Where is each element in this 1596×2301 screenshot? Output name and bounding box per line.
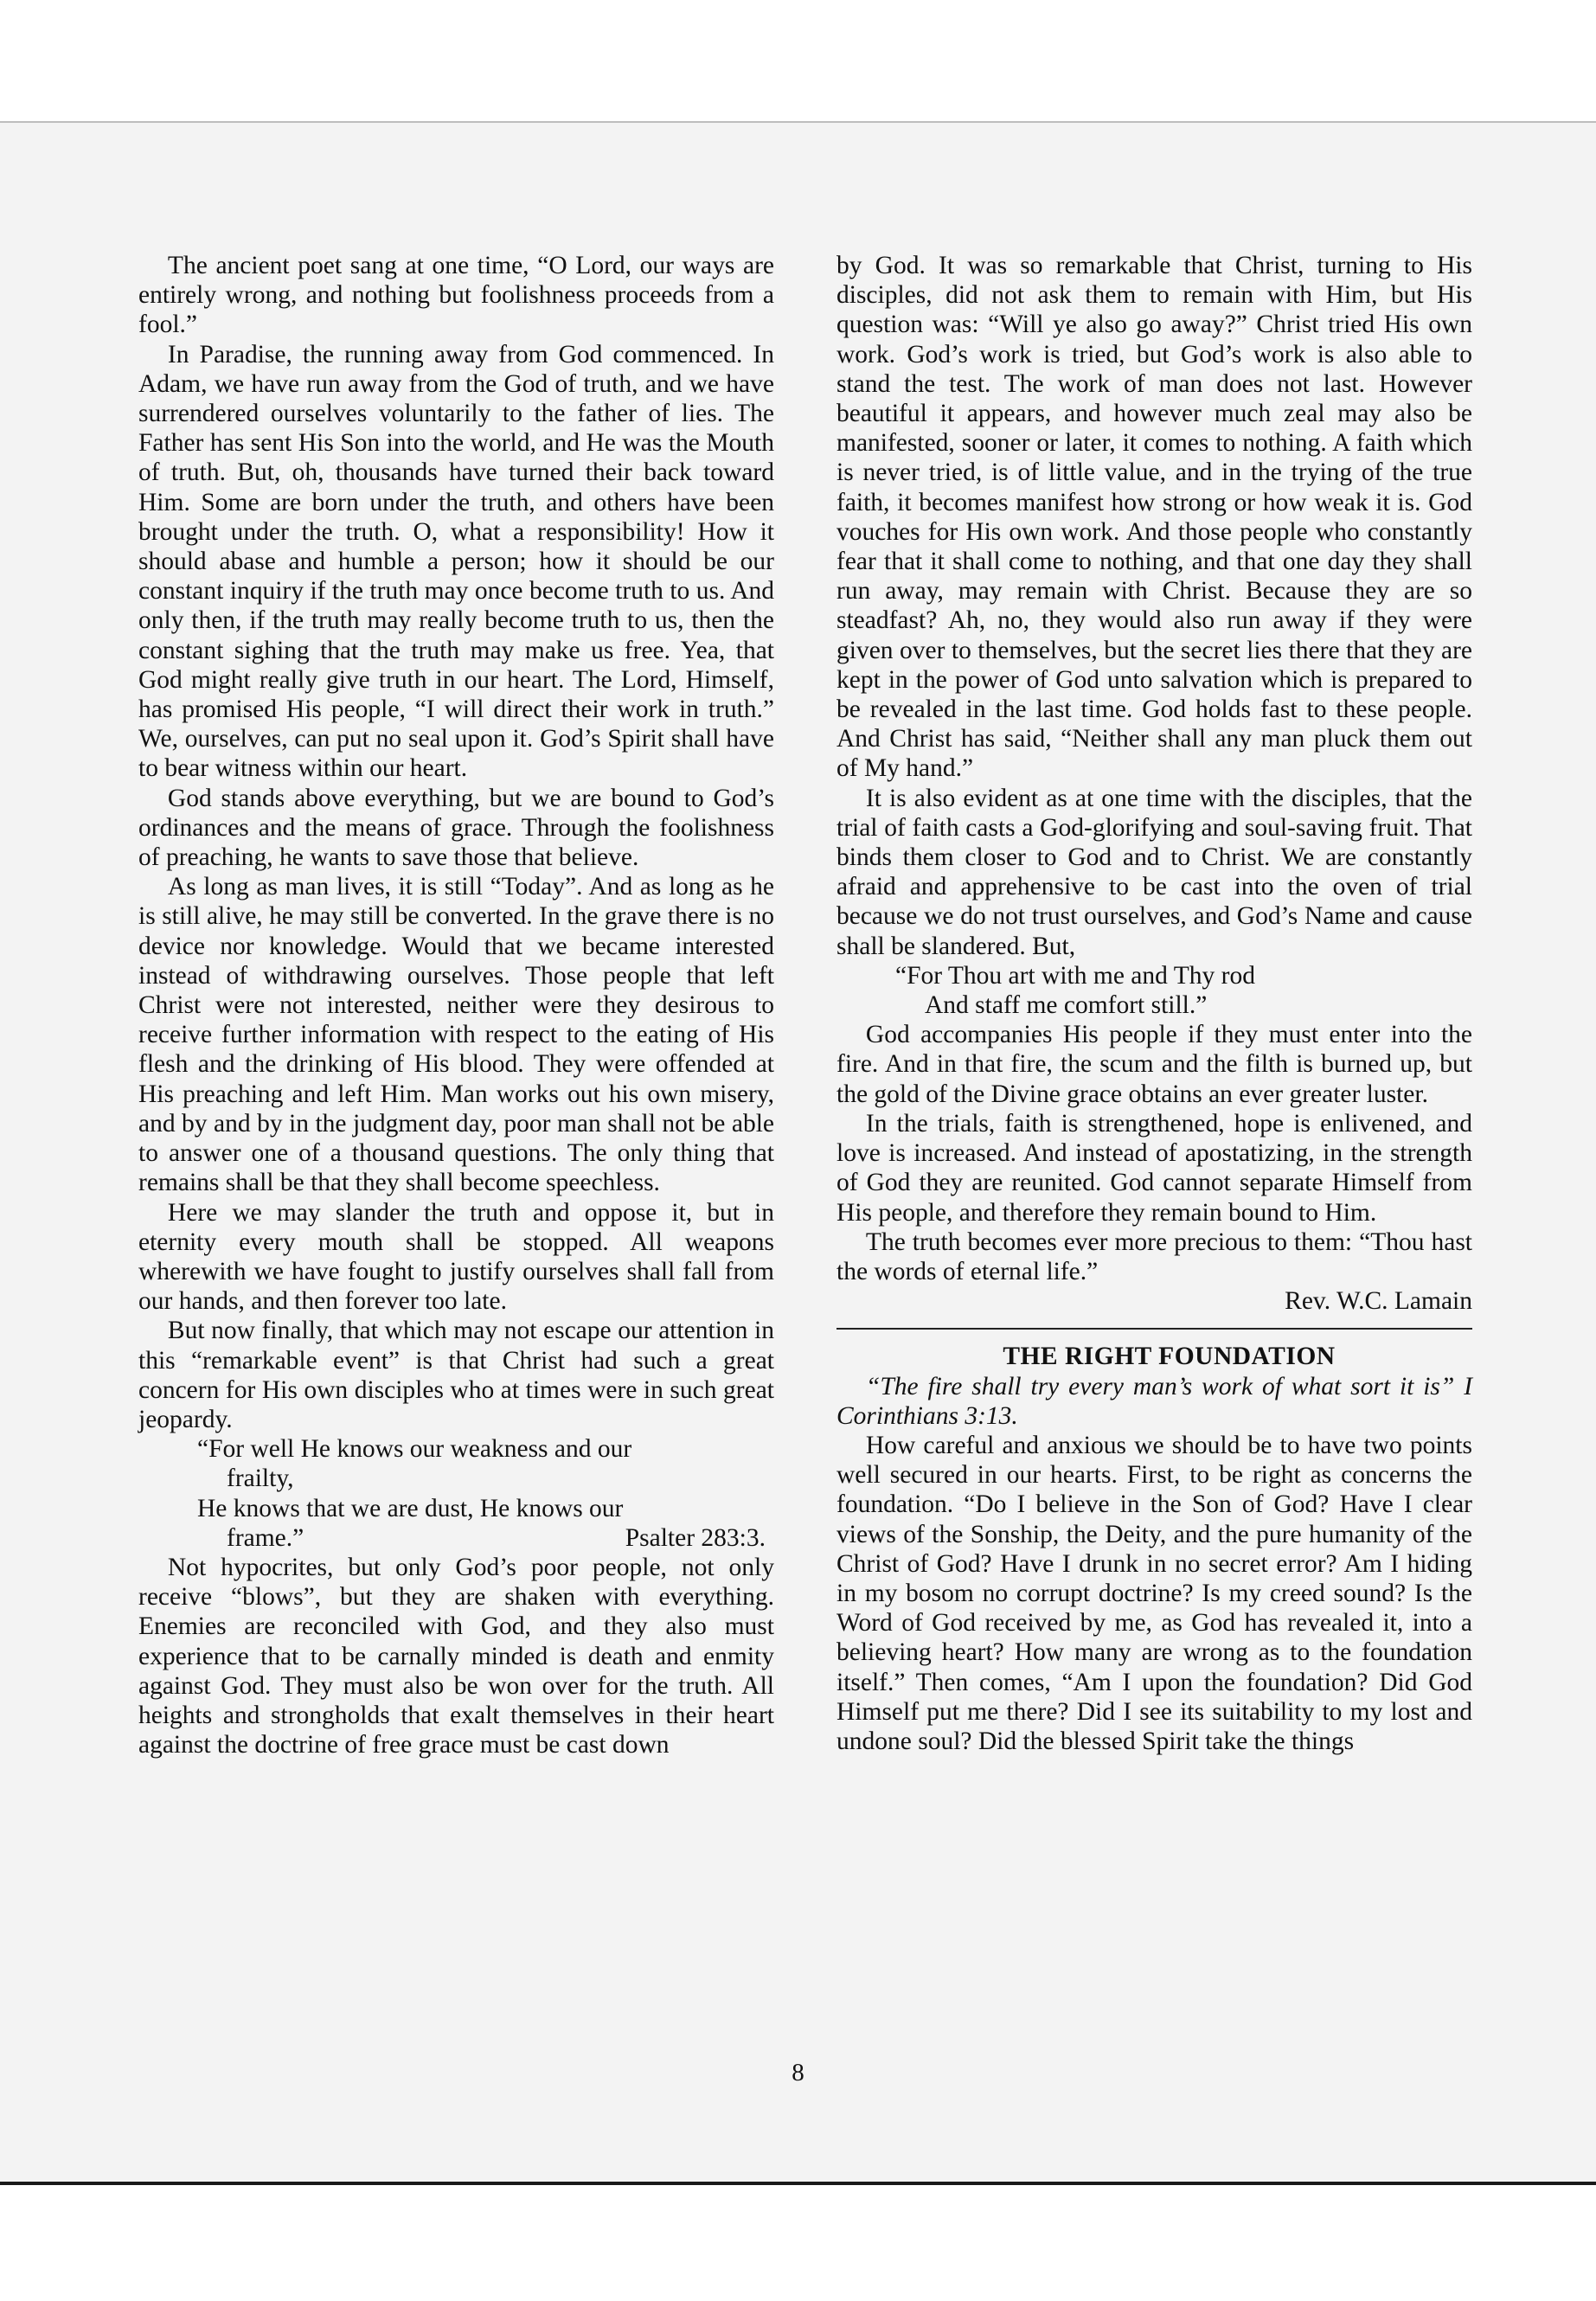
verse-line: frailty, (227, 1465, 294, 1493)
paragraph: God stands above everything, but we are bound to God’s ordinances and the means of grace. Through the foolishness of preaching, he wants to save those that believe. (138, 784, 774, 872)
psalm-verse (836, 961, 1472, 1020)
verse-line (138, 1523, 774, 1553)
page-number: 8 (792, 2059, 804, 2086)
psalter-verse (138, 1434, 774, 1553)
verse-line: “For well He knows our weakness and our (197, 1435, 632, 1464)
epigraph (836, 1372, 1472, 1431)
verse-line: And staff me comfort still.” (925, 991, 1208, 1020)
verse-line-text: frame.” (227, 1523, 304, 1552)
paragraph: The truth becomes ever more precious to them: “Thou hast the words of eternal life.” (836, 1227, 1472, 1285)
paragraph: How careful and anxious we should be to have two points well secured in our hearts. First, to be right as concerns the foundation. “Do I believe in the Son of God? Have I clear views of the Sonship, the Deity, and the pure humanity of the Christ of God? Have I drunk in no secret error? Am I hiding in my bosom no corrupt doctrine? Is my creed sound? Is the Word of God received by me, as God has revealed it, into a believing heart? How many are wrong as to the foundation itself.” Then comes, “Am I upon the foundation? Did God Himself put me there? Did I see its suitability to my lost and undone soul? Did the blessed Spirit take the things (836, 1431, 1472, 1755)
verse-reference: Psalter 283:3. (625, 1523, 766, 1552)
epigraph-reference: I Corinthians 3:13. (836, 1372, 1473, 1430)
section-divider (836, 1328, 1472, 1330)
verse-line: “For Thou art with me and Thy rod (895, 961, 1255, 990)
left-column (138, 251, 774, 1759)
paragraph: In Paradise, the running away from God commenced. In Adam, we have run away from the God of truth, and we have surrendered ourselves voluntarily to the father of lies. The Father has sent His Son into the world, and He was the Mouth of truth. But, oh, thousands have turned their back toward Him. Some are born under the truth, and others have been brought under the truth. O, what a responsibility! How it should abase and humble a person; how it should be our constant inquiry if the truth may once become truth to us. And only then, if the truth may really become truth to us, then the constant sighing that the truth may make us free. Yea, that God might really give truth in our heart. The Lord, Himself, has promised His people, “I will direct their work in truth.” We, ourselves, can put no seal upon it. God’s Spirit shall have to bear witness within our heart. (138, 340, 774, 783)
paragraph: God accompanies His people if they must enter into the fire. And in that fire, the scum and the filth is burned up, but the gold of the Divine grace obtains an ever greater luster. (836, 1021, 1472, 1108)
paragraph: It is also evident as at one time with the disciples, that the trial of faith casts a God-glorifying and soul-saving fruit. That binds them closer to God and to Christ. We are constantly afraid and apprehensive to be cast into the oven of trial because we do not trust ourselves, and God’s Name and cause shall be slandered. But, (836, 784, 1472, 960)
paragraph: Here we may slander the truth and oppose it, but in eternity every mouth shall be stopped. All weapons wherewith we have fought to justify ourselves shall fall from our hands, and then forever too late. (138, 1198, 774, 1316)
author-signature: Rev. W.C. Lamain (1285, 1287, 1472, 1316)
verse-line: He knows that we are dust, He knows our (197, 1494, 624, 1522)
right-column (836, 251, 1472, 1756)
article-title: THE RIGHT FOUNDATION (1003, 1343, 1336, 1371)
paragraph: As long as man lives, it is still “Today”. And as long as he is still alive, he may still be converted. In the grave there is no device nor knowledge. Would that we became interested instead of withdrawing ourselves. Those people that left Christ were not interested, neither were they desirous to receive further information with respect to the eating of His flesh and the drinking of His blood. They were offended at His preaching and left Him. Man works out his own misery, and by and by in the judgment day, poor man shall not be able to answer one of a thousand questions. The only thing that remains shall be that they shall become speechless. (138, 873, 774, 1197)
paragraph: The ancient poet sang at one time, “O Lord, our ways are entirely wrong, and nothing but foolishness proceeds from a fool.” (138, 252, 774, 339)
paragraph: In the trials, faith is strengthened, hope is enlivened, and love is increased. And instead of apostatizing, in the strength of God they are reunited. God cannot separate Himself from His people, and therefore they remain bound to Him. (836, 1109, 1472, 1227)
paragraph: by God. It was so remarkable that Christ, turning to His disciples, did not ask them to remain with Him, but His question was: “Will ye also go away?” Christ tried His own work. God’s work is tried, but God’s work is also able to stand the test. The work of man does not last. However beautiful it appears, and however much zeal may also be manifested, sooner or later, it comes to nothing. A faith which is never tried, is of little value, and in the trying of the true faith, it becomes manifest how strong or how weak it is. God vouches for His own work. And those people who constantly fear that it shall come to nothing, and that one day they shall run away, may remain with Christ. Because they are so steadfast? Ah, no, they would also run away if they were given over to themselves, but the secret lies there that they are kept in the power of God unto salvation which is prepared to be revealed in the last time. God holds fast to these people. And Christ has said, “Neither shall any man pluck them out of My hand.” (836, 252, 1472, 783)
epigraph-text: “The fire shall try every man’s work of what sort it is” (865, 1372, 1455, 1400)
paragraph: But now finally, that which may not escape our attention in this “remarkable event” is that Christ had such a great concern for His own disciples who at times were in such great jeopardy. (138, 1317, 774, 1433)
paragraph: Not hypocrites, but only God’s poor people, not only receive “blows”, but they are shaken with everything. Enemies are reconciled with God, and they also must experience that to be carnally minded is death and enmity against God. They must also be won over for the truth. All heights and strongholds that exalt themselves in their heart against the doctrine of free grace must be cast down (138, 1553, 774, 1759)
